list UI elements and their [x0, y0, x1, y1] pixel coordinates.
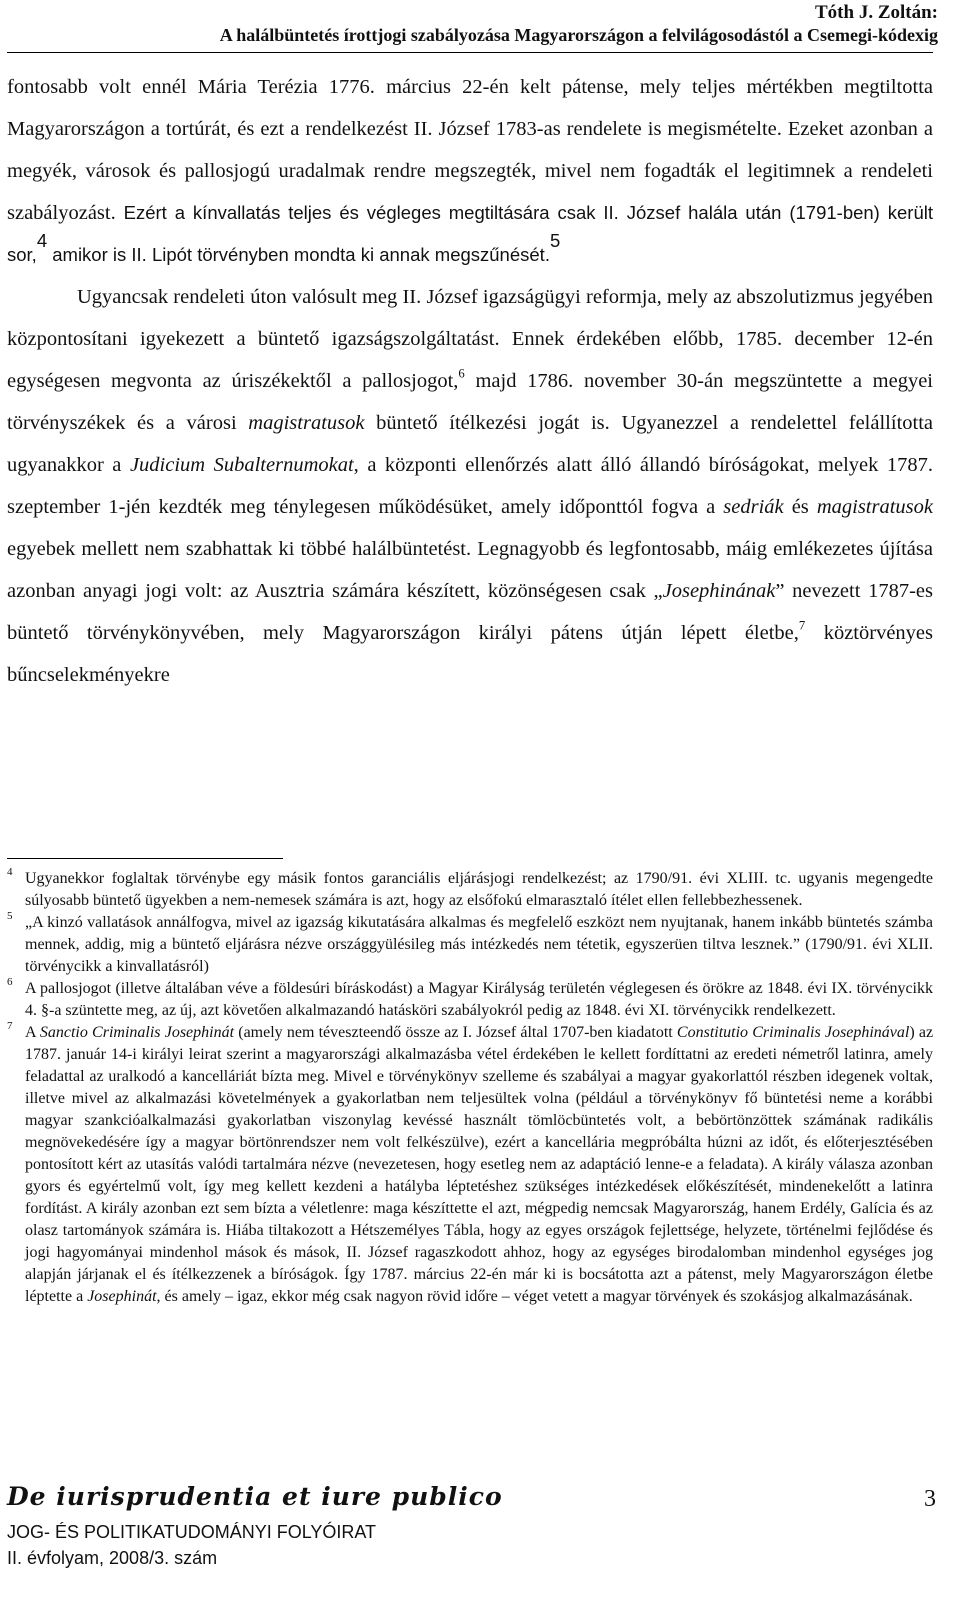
footnote-4: [7, 865, 933, 912]
footnote-number: 7: [7, 1019, 13, 1032]
footnote-7: [7, 1019, 934, 1308]
paragraph-2-part-g: ” nevezett 1787-es büntető törvénykönyvében, mely Magyarországon királyi pátens útján lépett életbe,: [7, 580, 933, 644]
italic-term-sedriak: sedriák: [723, 496, 784, 518]
footnote-text-c: ) az 1787. január 14-i királyi leirat szerint a magyarországi alkalmazásba vétel érdekében le kellett fordíttatni az eredeti németről latinra, amely feladattal az uralkodó a kancelláriát bízta meg. Mivel e törvénykönyv szelleme és szabályai a magyar gyakorlattól részben idegenek voltak, illetve mivel az alkalmazási követelmények a gyakorlatban nem teljesültek volna (például a törvénykönyv fő büntetési neme a korábbi magyar szankcióalkalmazási gyakorlatban viszonylag kevéssé használt tömlöcbüntetés volt, a bebörtönzöttek számának radikális megnövekedésére így a magyar börtönrendszer nem volt felkészülve), ezért a kancellária megpróbálta húzni az időt, és előterjesztésében pontosított kért az utasítás valódi tartalmára nézve (nevezetesen, hogy esetleg nem az adaptáció lenne-e a feladata). A király válasza azonban gyors és egyértelmű volt, így meg kellett kezdeni a hatályba léptetéshez szükséges intézkedések előkészítését, mindenekelőtt a latinra fordítást. A király azonban ezt sem bízta a véletlenre: maga készíttette el azt, mégpedig nemcsak Magyarország, hanem Erdély, Galícia és az olasz tartományok számára is. Hiába tiltakozott a Hétszemélyes Tábla, hogy az egyes országok fejlettsége, helyzete, történelmi fejlődése és jogi hagyományai mindenhol mások és mások, II. József ragaszkodott ahhoz, hogy az egységes birodalomban mindenhol egységes jog alapján járjanak el és ítélkezzenek a bíróságok. Így 1787. március 22-én már ki is bocsátotta azt a pátenst, mely Magyarországon életbe léptette a: [25, 1024, 934, 1305]
italic-term-josephinanak: Josephinának: [662, 580, 776, 602]
footnote-text-d: , és amely – igaz, ekkor még csak nagyon rövid időre – véget vetett a magyar törvények és szokásjog alkalmazásának.: [156, 1288, 913, 1305]
paragraph-1-part-a: fontosabb volt ennél Mária Terézia 1776. március 22-én kelt pátense, mely teljes mértékben megtiltotta Magyarországon a tortúrát, és ezt a rendelkezést II. József 1783-as rendelete is megismételte. Ezeket azonban a megyék, városok és pallosjogú uradalmak rendre megszegték, mivel nem fogadták el legitimnek a rendeleti szabályozást.: [7, 76, 933, 224]
italic-term-magistratusok-2: magistratusok: [816, 496, 934, 518]
page-number: 3: [924, 1486, 936, 1512]
paragraph-2-part-c: büntető ítélkezési jogát is. Ugyanezzel a rendelettel felállította ugyanakkor a: [7, 412, 933, 476]
footer-volume: II. évfolyam, 2008/3. szám: [7, 1548, 218, 1568]
italic-term-sanctio: Sanctio Criminalis Josephinát: [39, 1024, 235, 1041]
footnote-text: A pallosjogot (illetve általában véve a földesúri bíráskodást) a Magyar Királyság területén véglegesen és örökre az 1848. évi IX. törvénycikk 4. §-a szüntette meg, az új, azt követően alkalmazandó hatásköri szabályokról pedig az 1848. évi XI. törvénycikk rendelkezett.: [25, 980, 933, 1019]
main-text: [7, 66, 933, 696]
paragraph-1: [7, 66, 933, 276]
footnote-ref-6[interactable]: 6: [458, 366, 465, 381]
footnote-text: „A kinzó vallatások annálfogva, mivel az igazság kikutatására alkalmas és megfelelő eszközt nem nyujtanak, hanem inkább büntetés számba mennek, addig, mig a büntető eljárásra nézve országgyülésileg más intézkedés nem tétetik, egyszerüen tiltva lesznek.” (1790/91. évi XLII. törvénycikk a kinvallatásról): [25, 914, 933, 975]
paragraph-2: [7, 276, 933, 696]
footer-journal-latin: De iurisprudentia et iure publico: [7, 1482, 503, 1511]
footnote-5: [7, 909, 933, 978]
paragraph-1-part-b: Ezért a kínvallatás teljes és végleges megtiltására csak II. József halála után (1791-ben) került sor,: [7, 202, 933, 265]
footnote-text-a: A: [25, 1024, 36, 1041]
footnote-text-b: (amely nem téveszteendő össze az I. József által 1707-ben kiadatott: [238, 1024, 673, 1041]
paragraph-2-part-e: és: [791, 496, 809, 518]
footnote-text: Ugyanekkor foglaltak törvénybe egy másik fontos garanciális eljárásjogi rendelkezést; az 1790/91. évi XLIII. tc. ugyanis megengedte súlyosabb büntető ügyekben a nem-nemesek számára is azt, hogy az elsőfokú elmarasztaló ítélet ellen fellebbezhessenek.: [25, 870, 933, 909]
paragraph-2-part-h: köztörvényes bűncselekményekre: [7, 622, 933, 686]
footnotes: [7, 865, 934, 1308]
italic-term-josephinat: Josephinát: [87, 1288, 157, 1305]
footnote-6: [7, 975, 933, 1022]
header-author: Tóth J. Zoltán:: [815, 2, 938, 23]
footnote-ref-4[interactable]: 4: [36, 230, 48, 252]
paragraph-2-part-a: Ugyancsak rendeleti úton valósult meg II. József igazságügyi reformja, mely az abszolutizmus jegyében központosítani igyekezett a büntető igazságszolgáltatást. Ennek érdekében előbb, 1785. december 12-én egységesen megvonta az úriszékektől a pallosjogot,: [7, 286, 933, 392]
footnote-number: 6: [7, 975, 13, 988]
paragraph-2-part-f: egyebek mellett nem szabhattak ki többé halálbüntetést. Legnagyobb és legfontosabb, máig emlékezetes újítása azonban anyagi jogi volt: az Ausztria számára készített, közönségesen csak „: [7, 538, 933, 602]
header-divider: [7, 52, 933, 53]
footnote-number: 5: [7, 909, 13, 922]
paragraph-2-part-d: , a központi ellenőrzés alatt álló állandó bíróságokat, melyek 1787. szeptember 1-jén kezdték meg ténylegesen működésüket, amely időponttól fogva a: [7, 454, 934, 518]
paragraph-1-part-c: amikor is II. Lipót törvényben mondta ki annak megszűnését.: [52, 244, 550, 265]
italic-term-judicium: Judicium Subalternumokat: [129, 454, 354, 476]
footnote-ref-7[interactable]: 7: [798, 618, 806, 633]
italic-term-magistratusok: magistratusok: [248, 412, 365, 434]
header-title: A halálbüntetés írottjogi szabályozása Magyarországon a felvilágosodástól a Csemegi-kódexig: [219, 25, 938, 45]
paragraph-2-part-b: majd 1786. november 30-án megszüntette a megyei törvényszékek és a városi: [7, 370, 934, 434]
footer-journal-name: JOG- ÉS POLITIKATUDOMÁNYI FOLYÓIRAT: [7, 1522, 377, 1542]
italic-term-constitutio: Constitutio Criminalis Josephinával: [676, 1024, 910, 1041]
footnote-ref-5[interactable]: 5: [549, 230, 561, 252]
footnote-number: 4: [7, 865, 13, 878]
footnote-divider: [7, 858, 283, 859]
